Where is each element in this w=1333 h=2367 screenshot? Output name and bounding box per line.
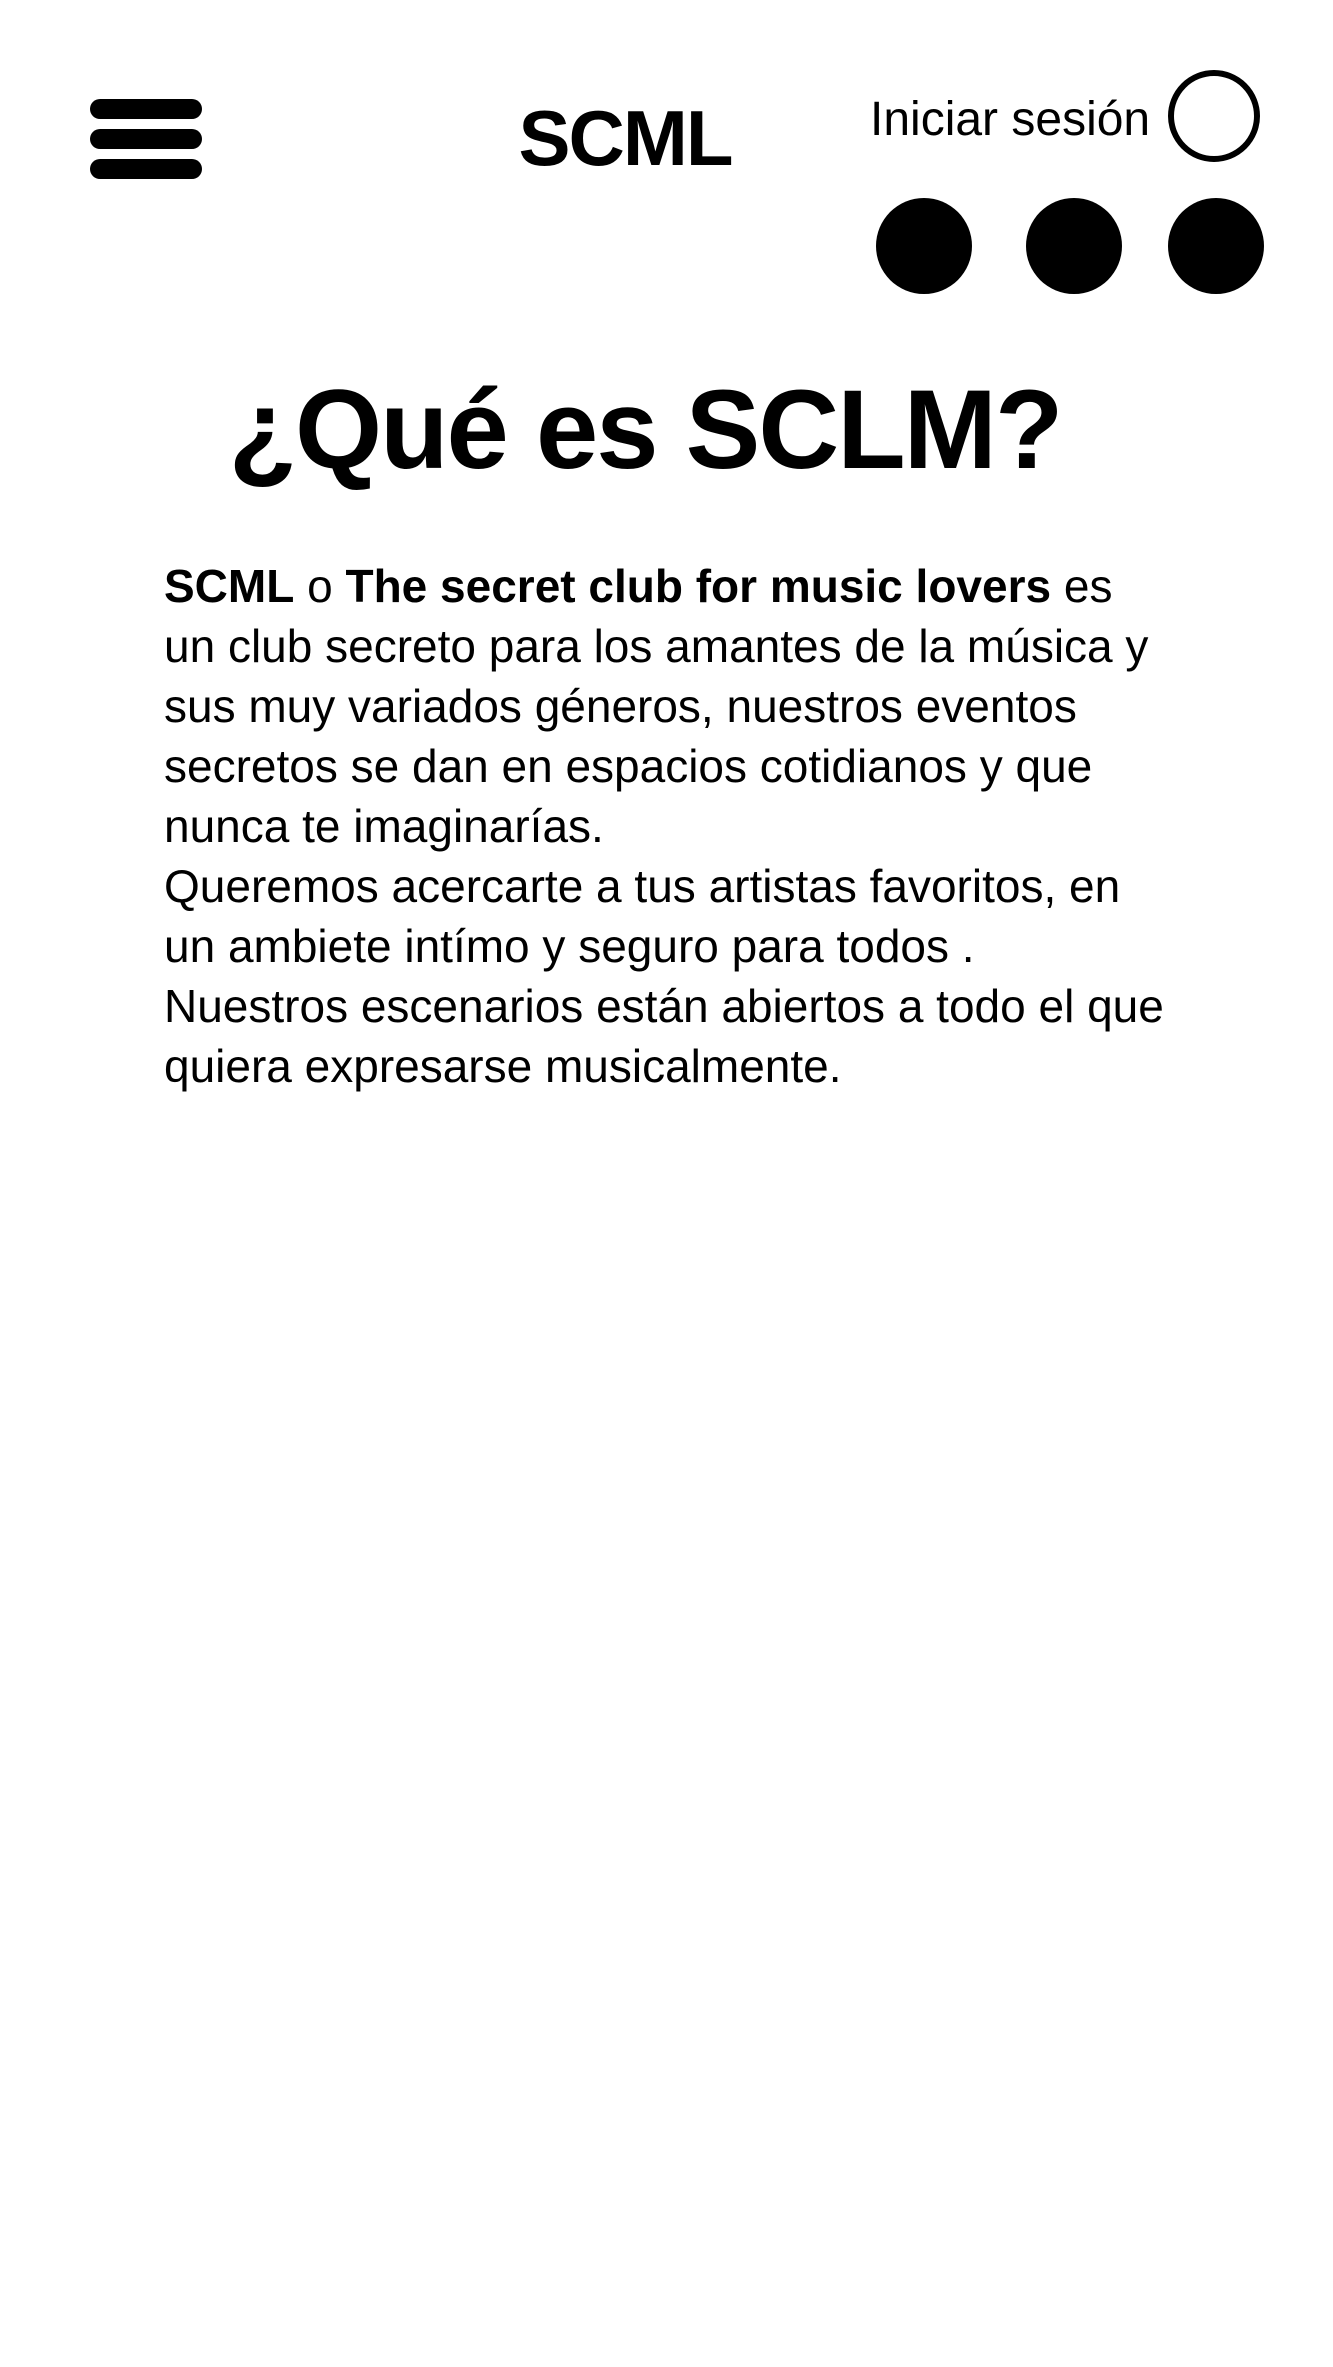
- menu-bar: [90, 99, 202, 119]
- nav-dot-1[interactable]: [876, 198, 972, 294]
- menu-bar: [90, 129, 202, 149]
- intro-paragraph-1-rest: es un club secreto para los amantes de la música y sus muy variados géneros, nuestros eventos secretos se dan en espacios cotidianos y que nunca te imaginarías.: [164, 560, 1149, 852]
- nav-dot-3[interactable]: [1168, 198, 1264, 294]
- intro-paragraph-2: Queremos acercarte a tus artistas favoritos, en un ambiete intímo y seguro para todos .: [164, 860, 1121, 972]
- intro-text: [164, 556, 1174, 1096]
- menu-bar: [90, 159, 202, 179]
- brand-full: The secret club for music lovers: [345, 560, 1052, 612]
- intro-paragraph-3: Nuestros escenarios están abiertos a todo el que quiera expresarse musicalmente.: [164, 980, 1164, 1092]
- user-circle-icon[interactable]: [1168, 70, 1260, 162]
- login-link[interactable]: Iniciar sesión: [870, 93, 1151, 146]
- connector-text: o: [294, 560, 346, 612]
- site-title[interactable]: SCML: [518, 94, 732, 182]
- hamburger-menu-icon[interactable]: [90, 95, 202, 183]
- page-heading: ¿Qué es SCLM?: [228, 367, 1062, 492]
- brand-short: SCML: [164, 560, 295, 612]
- intro-paragraph-1: [164, 556, 1174, 856]
- nav-dot-2[interactable]: [1026, 198, 1122, 294]
